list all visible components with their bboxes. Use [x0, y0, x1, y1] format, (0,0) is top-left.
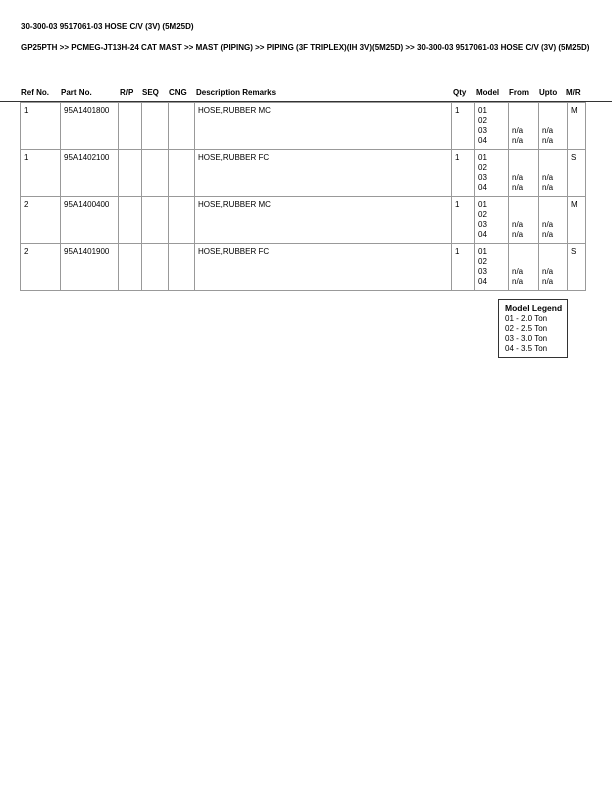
parts-table: [20, 102, 586, 291]
legend-item: 02 - 2.5 Ton: [505, 324, 548, 333]
models-line: 02: [478, 257, 487, 266]
upto-line: n/a: [542, 230, 554, 239]
header-from: From: [509, 88, 529, 97]
model-legend: [498, 299, 568, 358]
cell-from: [509, 244, 539, 291]
cell-from: [509, 103, 539, 150]
table-row: [21, 150, 586, 197]
from-line: n/a: [512, 183, 524, 192]
models-line: 04: [478, 277, 487, 286]
cell-qty: [452, 150, 475, 197]
ref-value: 2: [24, 247, 29, 256]
desc-value: HOSE,RUBBER FC: [198, 247, 270, 256]
breadcrumb: GP25PTH >> PCMEG-JT13H-24 CAT MAST >> MAST (PIPING) >> PIPING (3F TRIPLEX)(IH 3V)(5M25D) >> 30-300-03 9517061-03 HOSE C/V (3V) (5M25D): [21, 43, 590, 52]
cell-from: [509, 150, 539, 197]
part-value: 95A1401900: [64, 247, 110, 256]
models-line: 02: [478, 210, 487, 219]
cell-seq: [142, 244, 169, 291]
cell-from: [509, 197, 539, 244]
upto-line: [542, 116, 564, 126]
cell-rp: [119, 244, 142, 291]
qty-value: 1: [455, 200, 460, 209]
cell-mr: [568, 197, 586, 244]
from-line: [512, 153, 535, 163]
cell-rp: [119, 150, 142, 197]
cell-models: [475, 150, 509, 197]
table-row: [21, 103, 586, 150]
cell-rp: [119, 197, 142, 244]
ref-value: 1: [24, 153, 29, 162]
cell-upto: [539, 150, 568, 197]
ref-value: 2: [24, 200, 29, 209]
table-row: [21, 244, 586, 291]
cell-seq: [142, 103, 169, 150]
header-rp: R/P: [120, 88, 134, 97]
qty-value: 1: [455, 106, 460, 115]
mr-value: S: [571, 153, 577, 162]
cell-models: [475, 103, 509, 150]
models-line: 03: [478, 126, 487, 135]
legend-item: 01 - 2.0 Ton: [505, 314, 548, 323]
header-qty: Qty: [453, 88, 467, 97]
from-line: n/a: [512, 230, 524, 239]
mr-value: M: [571, 106, 578, 115]
cell-ref: [21, 103, 61, 150]
cell-cng: [169, 197, 195, 244]
upto-line: n/a: [542, 220, 554, 229]
desc-value: HOSE,RUBBER FC: [198, 153, 270, 162]
cell-mr: [568, 150, 586, 197]
models-line: 01: [478, 200, 487, 209]
upto-line: n/a: [542, 136, 554, 145]
from-line: n/a: [512, 277, 524, 286]
from-line: n/a: [512, 220, 524, 229]
cell-qty: [452, 244, 475, 291]
table-header: [0, 88, 612, 102]
cell-part: [61, 150, 119, 197]
models-line: 03: [478, 173, 487, 182]
table-row: [21, 197, 586, 244]
part-value: 95A1401800: [64, 106, 110, 115]
models-line: 04: [478, 183, 487, 192]
from-line: n/a: [512, 126, 524, 135]
models-line: 02: [478, 116, 487, 125]
upto-line: [542, 153, 564, 163]
cell-desc: [195, 244, 452, 291]
from-line: [512, 163, 535, 173]
cell-qty: [452, 103, 475, 150]
header-cng: CNG: [169, 88, 187, 97]
upto-line: n/a: [542, 183, 554, 192]
part-value: 95A1400400: [64, 200, 110, 209]
header-seq: SEQ: [142, 88, 159, 97]
cell-upto: [539, 197, 568, 244]
cell-ref: [21, 150, 61, 197]
models-line: 03: [478, 267, 487, 276]
upto-line: n/a: [542, 126, 554, 135]
cell-seq: [142, 150, 169, 197]
models-line: 04: [478, 136, 487, 145]
cell-mr: [568, 103, 586, 150]
models-line: 04: [478, 230, 487, 239]
upto-line: [542, 106, 564, 116]
cell-mr: [568, 244, 586, 291]
cell-ref: [21, 197, 61, 244]
upto-line: [542, 163, 564, 173]
header-ref: Ref No.: [21, 88, 49, 97]
cell-models: [475, 197, 509, 244]
from-line: [512, 106, 535, 116]
from-line: n/a: [512, 267, 524, 276]
cell-part: [61, 103, 119, 150]
cell-upto: [539, 244, 568, 291]
cell-desc: [195, 103, 452, 150]
upto-line: [542, 200, 564, 210]
header-upto: Upto: [539, 88, 558, 97]
cell-seq: [142, 197, 169, 244]
cell-desc: [195, 197, 452, 244]
models-line: 01: [478, 106, 487, 115]
models-line: 01: [478, 247, 487, 256]
upto-line: [542, 247, 564, 257]
models-line: 01: [478, 153, 487, 162]
header-mr: M/R: [566, 88, 581, 97]
cell-cng: [169, 244, 195, 291]
page-title: 30-300-03 9517061-03 HOSE C/V (3V) (5M25D): [21, 22, 194, 31]
models-line: 03: [478, 220, 487, 229]
from-line: n/a: [512, 136, 524, 145]
from-line: [512, 116, 535, 126]
upto-line: [542, 257, 564, 267]
qty-value: 1: [455, 247, 460, 256]
from-line: n/a: [512, 173, 524, 182]
cell-part: [61, 244, 119, 291]
cell-cng: [169, 150, 195, 197]
models-line: 02: [478, 163, 487, 172]
cell-ref: [21, 244, 61, 291]
legend-item: 03 - 3.0 Ton: [505, 334, 548, 343]
header-desc: Description Remarks: [196, 88, 277, 97]
header-model: Model: [476, 88, 500, 97]
from-line: [512, 200, 535, 210]
legend-item: 04 - 3.5 Ton: [505, 344, 548, 353]
header-part: Part No.: [61, 88, 92, 97]
cell-desc: [195, 150, 452, 197]
upto-line: [542, 210, 564, 220]
desc-value: HOSE,RUBBER MC: [198, 200, 271, 209]
desc-value: HOSE,RUBBER MC: [198, 106, 271, 115]
ref-value: 1: [24, 106, 29, 115]
from-line: [512, 247, 535, 257]
cell-models: [475, 244, 509, 291]
cell-cng: [169, 103, 195, 150]
mr-value: S: [571, 247, 577, 256]
from-line: [512, 210, 535, 220]
cell-upto: [539, 103, 568, 150]
upto-line: n/a: [542, 173, 554, 182]
cell-part: [61, 197, 119, 244]
upto-line: n/a: [542, 277, 554, 286]
from-line: [512, 257, 535, 267]
cell-rp: [119, 103, 142, 150]
part-value: 95A1402100: [64, 153, 110, 162]
upto-line: n/a: [542, 267, 554, 276]
qty-value: 1: [455, 153, 460, 162]
mr-value: M: [571, 200, 578, 209]
legend-title: Model Legend: [505, 303, 563, 313]
cell-qty: [452, 197, 475, 244]
